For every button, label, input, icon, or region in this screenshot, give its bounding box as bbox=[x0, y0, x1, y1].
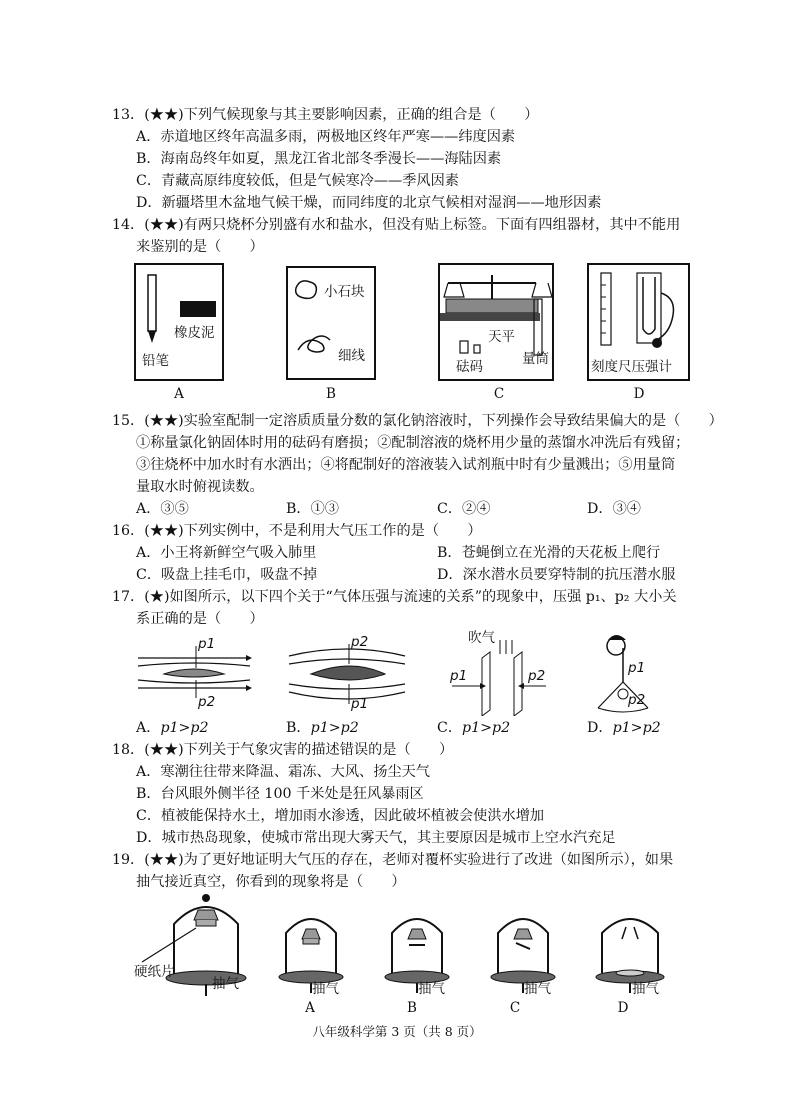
weights-label: 砝码 bbox=[456, 359, 483, 375]
q19-figure-d[interactable] bbox=[592, 905, 668, 995]
page-footer: 八年级科学第 3 页（共 8 页） bbox=[312, 1024, 482, 1039]
q19-stem-line1: 19．(★★)为了更好地证明大气压的存在，老师对覆杯实验进行了改进（如图所示），如果 bbox=[112, 852, 674, 868]
stone-label: 小石块 bbox=[324, 284, 365, 300]
q14-stem-line1: 14．(★★)有两只烧杯分别盛有水和盐水，但没有贴上标签。下面有四组器材，其中不能用 bbox=[112, 217, 681, 233]
cylinder-label: 量筒 bbox=[522, 351, 549, 367]
q14-caption-c: C bbox=[493, 386, 505, 402]
q13-option-a[interactable]: A．赤道地区终年高温多雨，两极地区终年严寒——纬度因素 bbox=[136, 129, 516, 145]
q17-figure-d-drawing bbox=[590, 632, 656, 716]
q14-caption-a: A bbox=[174, 386, 184, 402]
q17-option-c-letter: C． bbox=[437, 720, 463, 736]
q17-option-b-relation: p1>p2 bbox=[310, 720, 359, 736]
q14-caption-d: D bbox=[633, 386, 645, 402]
q19-figure-main bbox=[134, 892, 274, 998]
q17-figure-a[interactable] bbox=[134, 636, 254, 714]
q17-figure-a-drawing bbox=[134, 636, 254, 714]
blow-label: 吹气 bbox=[468, 630, 495, 646]
pencil-label: 铅笔 bbox=[142, 353, 169, 369]
q19-stem-line2: 抽气接近真空，你看到的现象将是（ ） bbox=[136, 874, 406, 890]
q17-stem-line2: 系正确的是（ ） bbox=[136, 611, 264, 627]
q19-caption-b: B bbox=[407, 1000, 417, 1016]
q19-d-pump-label: 抽气 bbox=[632, 981, 659, 997]
card-label: 硬纸片 bbox=[134, 964, 175, 980]
q14-figure-d[interactable] bbox=[587, 263, 690, 381]
q17-stem-line1: 17．(★)如图所示，以下四个关于“气体压强与流速的关系”的现象中，压强 p₁、p₂ 大小关 bbox=[112, 589, 677, 605]
q19-caption-c: C bbox=[509, 1000, 521, 1016]
q15-option-d[interactable]: D．③④ bbox=[587, 501, 641, 517]
q17c-p1-label: p1 bbox=[450, 668, 468, 684]
q17-option-a[interactable] bbox=[136, 718, 209, 738]
q19-caption-a: A bbox=[305, 1000, 315, 1016]
q17-figure-c[interactable] bbox=[442, 630, 552, 716]
q19-figure-a[interactable] bbox=[276, 905, 346, 995]
q13-stem: 13．(★★)下列气候现象与其主要影响因素，正确的组合是（ ） bbox=[112, 107, 539, 123]
q17-option-c[interactable] bbox=[437, 718, 510, 738]
q18-option-b[interactable]: B．台风眼外侧半径 100 千米处是狂风暴雨区 bbox=[136, 786, 424, 802]
q17-option-d-letter: D． bbox=[587, 720, 613, 736]
q17-figure-b-drawing bbox=[285, 632, 409, 714]
q19-a-pump-label: 抽气 bbox=[312, 981, 339, 997]
q17-option-d-relation: p1>p2 bbox=[612, 720, 661, 736]
q19-c-pump-label: 抽气 bbox=[524, 981, 551, 997]
q14-figure-c[interactable] bbox=[438, 263, 554, 381]
q17-figure-b[interactable] bbox=[285, 632, 409, 714]
q16-option-d[interactable]: D．深水潜水员要穿特制的抗压潜水服 bbox=[437, 567, 676, 583]
q16-option-b[interactable]: B．苍蝇倒立在光滑的天花板上爬行 bbox=[437, 545, 661, 561]
q15-line2: ③往烧杯中加水时有水洒出；④将配制好的溶液装入试剂瓶中时有少量溅出；⑤用量筒 bbox=[136, 457, 676, 473]
q15-line1: ①称量氯化钠固体时用的砝码有磨损；②配制溶液的烧杯用少量的蒸馏水冲洗后有残留； bbox=[136, 435, 690, 451]
balance-label: 天平 bbox=[488, 329, 515, 345]
q17-option-d[interactable] bbox=[587, 718, 661, 738]
q17c-p2-label: p2 bbox=[528, 668, 546, 684]
q17d-p2-label: p2 bbox=[628, 692, 646, 708]
q14-figure-a[interactable] bbox=[134, 263, 224, 381]
ruler-gauge-label: 刻度尺压强计 bbox=[591, 359, 672, 375]
q17a-p2-label: p2 bbox=[198, 694, 216, 710]
q17b-p1-label: p1 bbox=[351, 696, 369, 712]
q19-figure-b[interactable] bbox=[382, 905, 452, 995]
q15-option-c[interactable]: C．②④ bbox=[437, 501, 491, 517]
q17-figure-d[interactable] bbox=[590, 632, 656, 716]
q19-caption-d: D bbox=[617, 1000, 629, 1016]
q16-option-a[interactable]: A．小王将新鲜空气吸入肺里 bbox=[136, 545, 317, 561]
q19-main-pump-label: 抽气 bbox=[212, 976, 239, 992]
thread-label: 细线 bbox=[338, 348, 365, 364]
q15-line3: 量取水时俯视读数。 bbox=[136, 479, 264, 495]
q13-option-b[interactable]: B．海南岛终年如夏，黑龙江省北部冬季漫长——海陆因素 bbox=[136, 151, 502, 167]
q18-stem: 18．(★★)下列关于气象灾害的描述错误的是（ ） bbox=[112, 742, 454, 758]
q14-figure-b[interactable] bbox=[286, 266, 376, 380]
plasticine-label: 橡皮泥 bbox=[174, 325, 215, 341]
q17b-p2-label: p2 bbox=[351, 634, 369, 650]
q15-option-a[interactable]: A．③⑤ bbox=[136, 501, 189, 517]
q18-option-c[interactable]: C．植被能保持水土，增加雨水渗透，因此破坏植被会使洪水增加 bbox=[136, 808, 545, 824]
q17a-p1-label: p1 bbox=[198, 636, 216, 652]
q17-option-b-letter: B． bbox=[286, 720, 311, 736]
q17-option-c-relation: p1>p2 bbox=[462, 720, 511, 736]
q15-option-b[interactable]: B．①③ bbox=[286, 501, 339, 517]
q14-stem-line2: 来鉴别的是（ ） bbox=[136, 239, 264, 255]
q15-stem: 15．(★★)实验室配制一定溶质质量分数的氯化钠溶液时，下列操作会导致结果偏大的是（ ） bbox=[112, 413, 723, 429]
q19-main-drawing bbox=[134, 892, 274, 998]
q19-b-pump-label: 抽气 bbox=[418, 981, 445, 997]
q16-stem: 16．(★★)下列实例中，不是利用大气压工作的是（ ） bbox=[112, 523, 482, 539]
q17-option-b[interactable] bbox=[286, 718, 359, 738]
q17d-p1-label: p1 bbox=[628, 660, 646, 676]
q14-caption-b: B bbox=[326, 386, 336, 402]
q13-option-d[interactable]: D．新疆塔里木盆地气候干燥，而同纬度的北京气候相对湿润——地形因素 bbox=[136, 195, 602, 211]
q18-option-a[interactable]: A．寒潮往往带来降温、霜冻、大风、扬尘天气 bbox=[136, 764, 430, 780]
q17-option-a-relation: p1>p2 bbox=[160, 720, 209, 736]
q19-figure-c[interactable] bbox=[488, 905, 558, 995]
q13-option-c[interactable]: C．青藏高原纬度较低，但是气候寒冷——季风因素 bbox=[136, 173, 459, 189]
q18-option-d[interactable]: D．城市热岛现象，使城市常出现大雾天气，其主要原因是城市上空水汽充足 bbox=[136, 830, 616, 846]
q16-option-c[interactable]: C．吸盘上挂毛巾，吸盘不掉 bbox=[136, 567, 318, 583]
q17-option-a-letter: A． bbox=[136, 720, 161, 736]
